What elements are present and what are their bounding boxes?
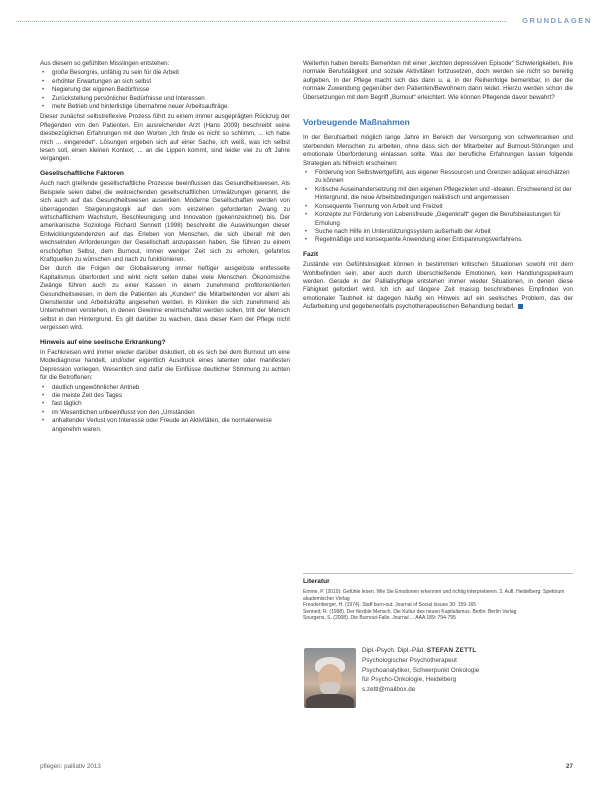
- heading-erkrankung: Hinweis auf eine seelische Erkrankung?: [40, 338, 166, 346]
- left-paragraph-1: Dieser zunächst selbstreflexive Prozess führt zu einem immer ausgeprägten Rückzug der Pflegenden von den Patienten. Ein ausreichender Arzt (Hans 2009) beschreibt seine diesbezüglichen Erfahrungen mit den Worten „Ich finde es nicht so schlimm, ... ich habe mich ... eingeredet“. Lösungen ergeben sich auf einer Sache, ich weiß, was ich selbst lesen soll, einen kleinen Kontext, ... an die Lippen kommt, sind leider viel zu oft Jahre vergangen.: [40, 113, 290, 163]
- list-item: • anhaltender Verlust von Interesse oder Freude an Aktivitäten, die normalerweise angenehm waren.: [50, 417, 290, 434]
- literature-title: Literatur: [303, 578, 330, 585]
- list-item: • deutlich ungewöhnlicher Antrieb: [50, 384, 290, 392]
- author-role-3: für Psycho-Onkologie, Heidelberg: [362, 676, 457, 684]
- author-email[interactable]: s.zettl@mailbox.de: [362, 686, 416, 694]
- left-bullets: [40, 69, 290, 111]
- fazit-text: Zustände von Gefühlslosigkeit können in bestimmten kritischen Situationen sowohl mit dem Wohlbefinden sein, aber auch durch überschießende Emotionen, kein Handlungsspielraum werden. Gerade in der Palliativpflege entstehen immer wieder Situationen, in denen diese Fähigkeit gefordert wird. Ich ich auf längere Zeit massig beschriebenes Empfinden von emotionaler Taubheit ist dagegen häufig ein Hinweis auf ein seelisches Problem, das der Aufarbeitung und gegebenenfalls psychotherapeutischen Behandlung bedarf.: [303, 261, 573, 311]
- list-item: • Förderung von Selbstwertgefühl, aus eigener Ressourcen und Grenzen adäquat einschätzen zu können: [313, 169, 573, 186]
- literature-entry: Sourgens, S. (2008). Die Burnout-Falle. Journal ... AAA 189: 794-795: [303, 615, 456, 622]
- list-item: • im Wesentlichen unbeeinflusst von den „Umständen: [50, 409, 290, 417]
- author-name-line: [362, 646, 572, 656]
- left-paragraph-3: Der durch die Folgen der Globalisierung immer heftiger ausgelöste entfesselte Kapitalismus überfordert und wirkt nicht selten dabei viele Menschen. Ökonomische Zwänge führen auch zu einer Kassen in einem zunehmend profitorientierten Gesundheitswesen, in dem die Patienten als „Kunden“ die Mitarbeitenden vor allem als Dienstleister und Arbeitskräfte angesehen werden. In Kliniken die sich zunehmend als Unternehmen verstehen, in denen Gewinne erwirtschaftet werden sollen, tritt der Mensch selbst in den Hintergrund. Es gilt darüber zu wachen, dass dieser Kern der Pflege nicht vergessen wird.: [40, 265, 290, 332]
- left-paragraph-4: In Fachkreisen wird immer wieder darüber diskutiert, ob es sich bei dem Burnout um eine Modediagnose handelt, und/oder eigentlich Ausdruck eines latenten oder manifesten Depression vorliegen. Wesentlich sind dafür die Einflüsse deutlicher Stimmung zu achten für die Betroffenen:: [40, 349, 290, 382]
- literature-entry: Freudenberger, H. (1974). Staff burn-out. Journal of Social Issues 30: 159-165: [303, 602, 477, 609]
- author-title: Dipl.-Psych. Dipl.-Päd.: [362, 647, 425, 654]
- left-column: [40, 60, 290, 436]
- right-bullets: [303, 169, 573, 245]
- heading-gesellschaft: Gesellschaftliche Faktoren: [40, 169, 124, 177]
- footer-publication: pflegen: palliativ 2013: [40, 763, 101, 770]
- list-item: • große Besorgnis, unfähig zu sein für die Arbeit: [50, 69, 290, 77]
- right-paragraph-2: In der Berufsarbeit möglich lange Jahre im Bereich der Versorgung von schwerkranken und sterbenden Menschen zu arbeiten, ohne dass sich der Mitarbeiter auf Burnout-Störungen und emotionale Überforderung einlassen sollte. Was der berufliche Erfahrungen lassen folgende Strategien als hilfreich erscheinen:: [303, 134, 573, 167]
- left-bullets-2: [40, 384, 290, 434]
- author-role-1: Psychologischer Psychotherapeut: [362, 656, 457, 664]
- literature-box: [303, 573, 573, 622]
- list-item: • die meiste Zeit des Tages: [50, 392, 290, 400]
- photo-shirt: [306, 694, 354, 708]
- author-name: STEFAN ZETTL: [426, 647, 477, 654]
- list-item: • Zurückstellung persönlicher Bedürfnisse und Interessen: [50, 95, 290, 103]
- end-mark-icon: [518, 304, 523, 309]
- right-column: [303, 60, 573, 313]
- list-item: • Konzepte zur Förderung von Lebensfreude „Gegenkraft“ gegen die Berufsbelastungen für Erholung: [313, 211, 573, 228]
- header-rule: [16, 21, 507, 22]
- page-number: 27: [565, 763, 573, 770]
- literature-entry: Sennett, R. (1998). Der flexible Mensch. Die Kultur des neuen Kapitalismus. Berlin: Berlin Verlag: [303, 608, 517, 615]
- section-tag: GRUNDLAGEN: [509, 14, 605, 28]
- heading-fazit: Fazit: [303, 250, 319, 258]
- list-item: • Kritische Auseinandersetzung mit den eigenen Pflegezielen und -idealen. Erschwerend ist der Hintergrund, die neue Arbeitsbedingungen realistisch und angemessen: [313, 186, 573, 203]
- left-intro: Aus diesem so gefühlten Misslingen entstehen:: [40, 60, 170, 67]
- list-item: • Regelmäßige und konsequente Anwendung einer Entspannungsverfahrens.: [313, 236, 573, 244]
- list-item: • mehr Betrieb und hinterlistige Übernahme neuer Arbeitsaufträge.: [50, 103, 290, 111]
- list-item: • Konsequente Trennung von Arbeit und Freizeit: [313, 203, 573, 211]
- author-photo: [304, 648, 356, 708]
- left-paragraph-2: Auch nach greifende gesellschaftliche Prozesse beeinflussen das Gesundheitswesen. Als Beispiele seien dabei die weitreichenden gesellschaftlichen Umwälzungen genannt, die sich auch auf das Gesundheitswesen auswirken. Moderne Gesellschaften werden von überragenden Steigerungslogik auf den vom einzelnen geforderten Zwang zu wirtschaftlichem Wachstum, Beschleunigung und Innovation (gekennzeichnet) bis. Der amerikanische Soziologe Richard Sennett (1998) beschreibt die Auswirkungen dieser Entwicklungstendenzen auf das Erleben von Menschen, die sich überall mit den wechselnden Anforderungen der Gesellschaft anzupassen haben. Sie führen zu einem erschöpften Selbst, dem Burnout, immer weniger Zeit sich zu erholen, gefahrlos Kraftquellen zu wünschen und nach zu funktionieren.: [40, 180, 290, 263]
- list-item: • fast täglich: [50, 400, 290, 408]
- literature-entry: Emme, P. (2010): Gefühle lesen. Wie Sie Emotionen erkennen und richtig interpretieren. 2. Aufl. Heidelberg: Spektrum akademischer Verlag: [303, 589, 565, 602]
- fazit-paragraph: [303, 261, 573, 311]
- list-item: • Suche nach Hilfe im Unterstützungssystem außerhalb der Arbeit: [313, 228, 573, 236]
- list-item: • erhöhter Erwartungen an sich selbst: [50, 78, 290, 86]
- author-info: [362, 646, 572, 695]
- list-item: • Negierung der eigenen Bedürfnisse: [50, 86, 290, 94]
- right-paragraph-1: Weiterhin haben bereits Bemerkten mit einer „leichten depressiven Episode“ Schwierigkeiten, ihre normale Berufstätigkeit und soziale Aktivitäten fortzusetzen, doch werden sie nicht so bereitig aufgeben. In der Pflege macht sich das dann u. a. in der Reihenfolge bemerkbar, in der die normale Zuwendung gegenüber den Patienten/Bewohnern dann leidet. Hierzu werden schon die Übersetzungen mit dem Begriff „Burnout“ erleichtert. Wie können Pflegende davor bewahrt?: [303, 60, 573, 101]
- author-role-2: Psychoanalytiker, Schwerpunkt Onkologie: [362, 666, 480, 674]
- heading-vorbeugende-massnahmen: Vorbeugende Maßnahmen: [303, 117, 410, 128]
